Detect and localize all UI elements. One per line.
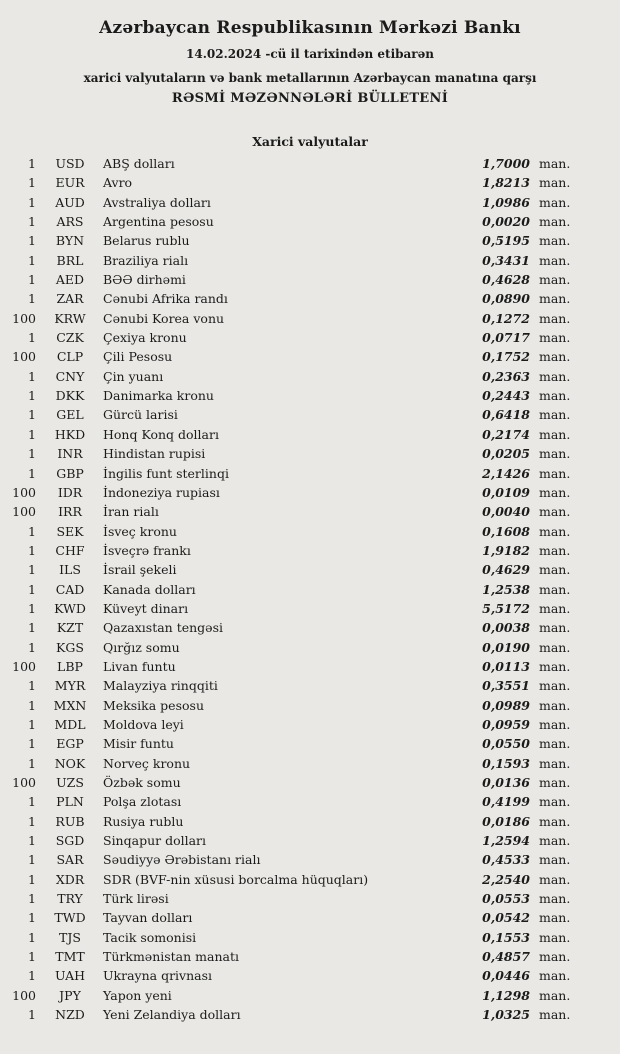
cell-currency-name: Çili Pesosu [103,349,173,365]
cell-unit: man. [539,426,571,442]
cell-currency-name: Braziliya rialı [103,252,189,268]
cell-currency-code: NOK [54,755,86,771]
cell-quantity: 1 [28,620,36,636]
cell-currency-name: SDR (BVF-nin xüsusi borcalma hüquqları) [103,871,369,887]
cell-unit: man. [539,639,571,655]
table-row [10,599,574,618]
cell-currency-code: PLN [56,794,84,810]
cell-quantity: 1 [28,368,36,384]
table-row [10,696,574,715]
cell-currency-name: Meksika pesosu [103,697,204,713]
cell-currency-name: Avro [103,175,133,191]
cell-unit: man. [539,156,571,171]
cell-currency-name: Özbək somu [103,775,181,790]
table-row [10,386,574,405]
cell-currency-code: TMT [55,949,85,965]
cell-quantity: 100 [12,310,36,326]
cell-currency-code: KWD [54,600,86,616]
cell-quantity: 1 [28,852,36,868]
table-row [10,638,574,657]
cell-currency-name: İsrail şekeli [103,562,177,578]
cell-currency-code: XDR [55,871,85,887]
cell-currency-name: Malayziya rinqqiti [103,678,218,694]
cell-currency-code: CZK [56,330,84,346]
cell-rate: 1,1298 [482,987,530,1003]
cell-rate: 2,1426 [482,465,530,481]
cell-rate: 0,0186 [482,813,530,829]
cell-currency-name: Ukrayna qrivnası [103,968,213,984]
cell-currency-code: ARS [56,214,84,230]
effective-date-line: 14.02.2024 -cü il tarixindən etibarən [186,47,434,61]
cell-quantity: 1 [28,929,36,945]
cell-currency-code: KGS [56,639,84,655]
cell-rate: 0,0717 [482,330,530,346]
cell-currency-name: Misir funtu [103,736,174,752]
cell-rate: 0,1752 [482,349,530,365]
table-row [10,289,574,308]
cell-rate: 2,2540 [482,871,530,887]
cell-unit: man. [539,388,571,404]
cell-rate: 5,5172 [482,600,530,616]
cell-currency-name: İsveçrə frankı [103,542,191,558]
cell-rate: 0,0959 [482,716,530,732]
table-row [10,715,574,734]
cell-rate: 1,7000 [482,156,530,171]
bulletin-title: RƏSMİ MƏZƏNNƏLƏRİ BÜLLETENİ [171,91,449,106]
table-row [10,541,574,560]
table-row [10,986,574,1005]
cell-quantity: 1 [28,330,36,346]
table-row [10,754,574,773]
table-row [10,773,574,792]
cell-quantity: 1 [28,542,36,558]
cell-currency-name: Norveç kronu [103,755,191,771]
table-row [10,966,574,985]
cell-quantity: 1 [28,214,36,230]
cell-quantity: 1 [28,291,36,307]
table-row [10,850,574,869]
cell-currency-code: SEK [56,523,84,539]
cell-quantity: 1 [28,272,36,288]
table-row [10,405,574,424]
cell-currency-code: KZT [56,620,84,636]
cell-rate: 0,2363 [482,368,530,384]
cell-currency-name: Çexiya kronu [103,330,187,346]
cell-rate: 0,0040 [482,504,530,520]
cell-rate: 0,0542 [482,910,530,926]
cell-currency-code: GEL [56,407,84,423]
cell-currency-name: İndoneziya rupiası [103,484,220,500]
cell-currency-code: MXN [53,697,87,713]
cell-quantity: 1 [28,833,36,849]
table-row [10,734,574,753]
cell-currency-code: LBP [57,658,83,674]
cell-currency-name: Türk lirəsi [103,891,169,907]
cell-currency-name: Gürcü larisi [103,407,178,423]
cell-unit: man. [539,987,571,1003]
cell-unit: man. [539,891,571,907]
cell-unit: man. [539,813,571,829]
cell-unit: man. [539,233,571,249]
table-row [10,870,574,889]
cell-rate: 0,1553 [482,929,530,945]
cell-currency-code: HKD [54,426,86,442]
table-row [10,618,574,637]
cell-currency-name: Cənubi Afrika randı [103,291,228,307]
cell-rate: 0,0136 [482,775,530,790]
cell-unit: man. [539,504,571,520]
table-row [10,657,574,676]
cell-currency-code: JPY [59,987,81,1003]
cell-currency-name: Moldova leyi [103,716,184,732]
bulletin-header [0,18,620,106]
cell-rate: 1,0986 [482,194,530,210]
cell-unit: man. [539,446,571,462]
cell-quantity: 1 [28,910,36,926]
cell-currency-name: Cənubi Korea vonu [103,310,225,326]
cell-unit: man. [539,407,571,423]
cell-currency-code: CNY [55,368,85,384]
cell-quantity: 1 [28,697,36,713]
cell-currency-name: Qazaxıstan tengəsi [103,620,223,636]
cell-currency-code: CHF [55,542,85,558]
cell-currency-name: Belarus rublu [103,233,190,249]
cell-currency-name: Argentina pesosu [103,214,214,230]
cell-currency-name: Polşa zlotası [103,794,182,810]
cell-rate: 0,4199 [482,794,530,810]
table-row [10,444,574,463]
cell-currency-code: CAD [55,581,85,597]
cell-currency-code: EGP [56,736,84,752]
cell-currency-code: USD [55,156,85,171]
cell-rate: 1,2538 [482,581,530,597]
table-row [10,328,574,347]
table-row [10,231,574,250]
cell-rate: 0,0446 [482,968,530,984]
cell-unit: man. [539,252,571,268]
cell-currency-code: BRL [56,252,84,268]
cell-currency-code: GBP [56,465,84,481]
cell-unit: man. [539,291,571,307]
cell-currency-code: TJS [59,929,81,945]
cell-currency-code: ZAR [56,291,84,307]
table-row [10,502,574,521]
cell-unit: man. [539,1007,571,1023]
bulletin-subtitle: xarici valyutaların və bank metallarının Azərbaycan manatına qarşı [83,71,537,85]
cell-currency-code: UZS [56,775,84,790]
cell-currency-name: Tayvan dolları [103,910,193,926]
cell-unit: man. [539,658,571,674]
cell-unit: man. [539,542,571,558]
cell-rate: 1,0325 [482,1007,530,1023]
cell-rate: 0,0553 [482,891,530,907]
cell-rate: 0,3551 [482,678,530,694]
cell-unit: man. [539,562,571,578]
cell-unit: man. [539,910,571,926]
cell-quantity: 1 [28,949,36,965]
cell-currency-name: Türkmənistan manatı [103,949,239,965]
cell-quantity: 1 [28,716,36,732]
cell-rate: 0,0890 [482,291,530,307]
cell-rate: 0,4629 [482,562,530,578]
cell-currency-name: Qırğız somu [103,639,180,655]
cell-rate: 0,2174 [482,426,530,442]
cell-unit: man. [539,581,571,597]
cell-unit: man. [539,272,571,288]
table-row [10,347,574,366]
cell-rate: 0,0550 [482,736,530,752]
cell-currency-name: Hindistan rupisi [103,446,206,462]
cell-rate: 0,0989 [482,697,530,713]
cell-currency-code: IDR [57,484,83,500]
cell-quantity: 1 [28,968,36,984]
table-row [10,908,574,927]
cell-currency-name: İran rialı [103,504,159,520]
cell-currency-name: Küveyt dinarı [103,600,189,616]
cell-currency-code: ILS [59,562,81,578]
cell-currency-name: Kanada dolları [103,581,196,597]
cell-unit: man. [539,620,571,636]
cell-rate: 0,2443 [482,388,530,404]
table-row [10,173,574,192]
cell-quantity: 1 [28,388,36,404]
cell-quantity: 1 [28,233,36,249]
table-row [10,831,574,850]
section-title-foreign-currencies: Xarici valyutalar [252,134,368,149]
cell-quantity: 1 [28,156,36,171]
cell-quantity: 1 [28,755,36,771]
table-row [10,812,574,831]
cell-unit: man. [539,949,571,965]
cell-currency-name: BƏƏ dirhəmi [103,272,186,288]
table-row [10,676,574,695]
cell-rate: 0,3431 [482,252,530,268]
cell-rate: 0,0190 [482,639,530,655]
cell-currency-code: MYR [54,678,86,694]
cell-currency-code: CLP [56,349,84,365]
cell-quantity: 1 [28,639,36,655]
cell-unit: man. [539,330,571,346]
cell-currency-code: NZD [55,1007,85,1023]
table-row [10,251,574,270]
cell-currency-code: AED [55,272,85,288]
table-row [10,483,574,502]
cell-quantity: 1 [28,736,36,752]
cell-rate: 0,4533 [482,852,530,868]
cell-currency-name: Tacik somonisi [103,929,197,945]
cell-quantity: 1 [28,194,36,210]
cell-quantity: 1 [28,465,36,481]
table-row [10,309,574,328]
cell-currency-name: Honq Konq dolları [103,426,219,442]
cell-currency-name: Livan funtu [103,658,176,674]
table-row [10,580,574,599]
cell-unit: man. [539,175,571,191]
table-row [10,464,574,483]
cell-unit: man. [539,833,571,849]
cell-currency-name: Yapon yeni [103,987,172,1003]
cell-quantity: 100 [12,484,36,500]
cell-unit: man. [539,929,571,945]
table-row [10,792,574,811]
cell-currency-code: TRY [57,891,83,907]
cell-rate: 1,2594 [482,833,530,849]
table-row [10,193,574,212]
cell-quantity: 100 [12,658,36,674]
table-row [10,522,574,541]
cell-unit: man. [539,716,571,732]
cell-currency-name: Sinqapur dolları [103,833,207,849]
cell-unit: man. [539,194,571,210]
cell-currency-code: IRR [58,504,82,520]
cell-currency-code: MDL [54,716,86,732]
table-row [10,947,574,966]
cell-unit: man. [539,775,571,790]
cell-quantity: 1 [28,581,36,597]
cell-quantity: 100 [12,504,36,520]
cell-currency-code: TWD [54,910,86,926]
cell-quantity: 1 [28,252,36,268]
cell-unit: man. [539,310,571,326]
cell-unit: man. [539,523,571,539]
cell-currency-code: BYN [55,233,85,249]
cell-currency-name: Yeni Zelandiya dolları [103,1007,241,1023]
cell-currency-code: INR [57,446,83,462]
cell-quantity: 1 [28,891,36,907]
cell-quantity: 1 [28,523,36,539]
cell-rate: 1,8213 [482,175,530,191]
cell-rate: 0,4857 [482,949,530,965]
cell-quantity: 1 [28,407,36,423]
table-row [10,154,574,173]
cell-currency-code: UAH [54,968,86,984]
cell-unit: man. [539,968,571,984]
cell-rate: 0,6418 [482,407,530,423]
cell-currency-code: SAR [56,852,84,868]
cell-currency-name: Səudiyyə Ərəbistanı rialı [103,852,261,868]
cell-currency-code: KRW [54,310,86,326]
cell-rate: 0,4628 [482,272,530,288]
cell-quantity: 1 [28,426,36,442]
cell-unit: man. [539,678,571,694]
cell-unit: man. [539,349,571,365]
cell-quantity: 1 [28,600,36,616]
cell-quantity: 1 [28,813,36,829]
cell-currency-name: İsveç kronu [103,523,177,539]
cell-quantity: 1 [28,794,36,810]
cell-quantity: 100 [12,349,36,365]
cell-unit: man. [539,736,571,752]
cell-rate: 0,0113 [482,658,530,674]
cell-unit: man. [539,871,571,887]
cell-rate: 0,0205 [482,446,530,462]
cell-rate: 0,5195 [482,233,530,249]
cell-unit: man. [539,794,571,810]
table-row [10,560,574,579]
cell-quantity: 1 [28,871,36,887]
page-title: Azərbaycan Respublikasının Mərkəzi Bankı [99,18,521,38]
cell-rate: 1,9182 [482,542,530,558]
table-row [10,1005,574,1024]
cell-unit: man. [539,852,571,868]
table-row [10,367,574,386]
cell-quantity: 1 [28,1007,36,1023]
cell-rate: 0,1608 [482,523,530,539]
cell-unit: man. [539,368,571,384]
cell-currency-name: Rusiya rublu [103,813,184,829]
cell-currency-code: DKK [55,388,85,404]
cell-quantity: 1 [28,446,36,462]
cell-unit: man. [539,484,571,500]
cell-currency-code: EUR [55,175,85,191]
cell-rate: 0,0038 [482,620,530,636]
table-row [10,889,574,908]
cell-quantity: 1 [28,562,36,578]
cell-unit: man. [539,755,571,771]
cell-currency-code: RUB [55,813,85,829]
cell-unit: man. [539,465,571,481]
cell-currency-name: ABŞ dolları [103,156,175,171]
table-row [10,928,574,947]
cell-rate: 0,1272 [482,310,530,326]
cell-unit: man. [539,600,571,616]
cell-quantity: 100 [12,775,36,790]
cell-currency-name: Danimarka kronu [103,388,214,404]
cell-currency-code: SGD [55,833,85,849]
table-row [10,270,574,289]
rates-table [10,154,574,1024]
cell-rate: 0,0020 [482,214,530,230]
cell-unit: man. [539,697,571,713]
cell-quantity: 1 [28,175,36,191]
table-row [10,212,574,231]
table-row [10,425,574,444]
cell-rate: 0,0109 [482,484,530,500]
cell-quantity: 100 [12,987,36,1003]
cell-unit: man. [539,214,571,230]
cell-rate: 0,1593 [482,755,530,771]
cell-currency-code: AUD [55,194,85,210]
cell-currency-name: İngilis funt sterlinqi [103,465,229,481]
cell-currency-name: Avstraliya dolları [103,194,211,210]
cell-currency-name: Çin yuanı [103,368,164,384]
cell-quantity: 1 [28,678,36,694]
